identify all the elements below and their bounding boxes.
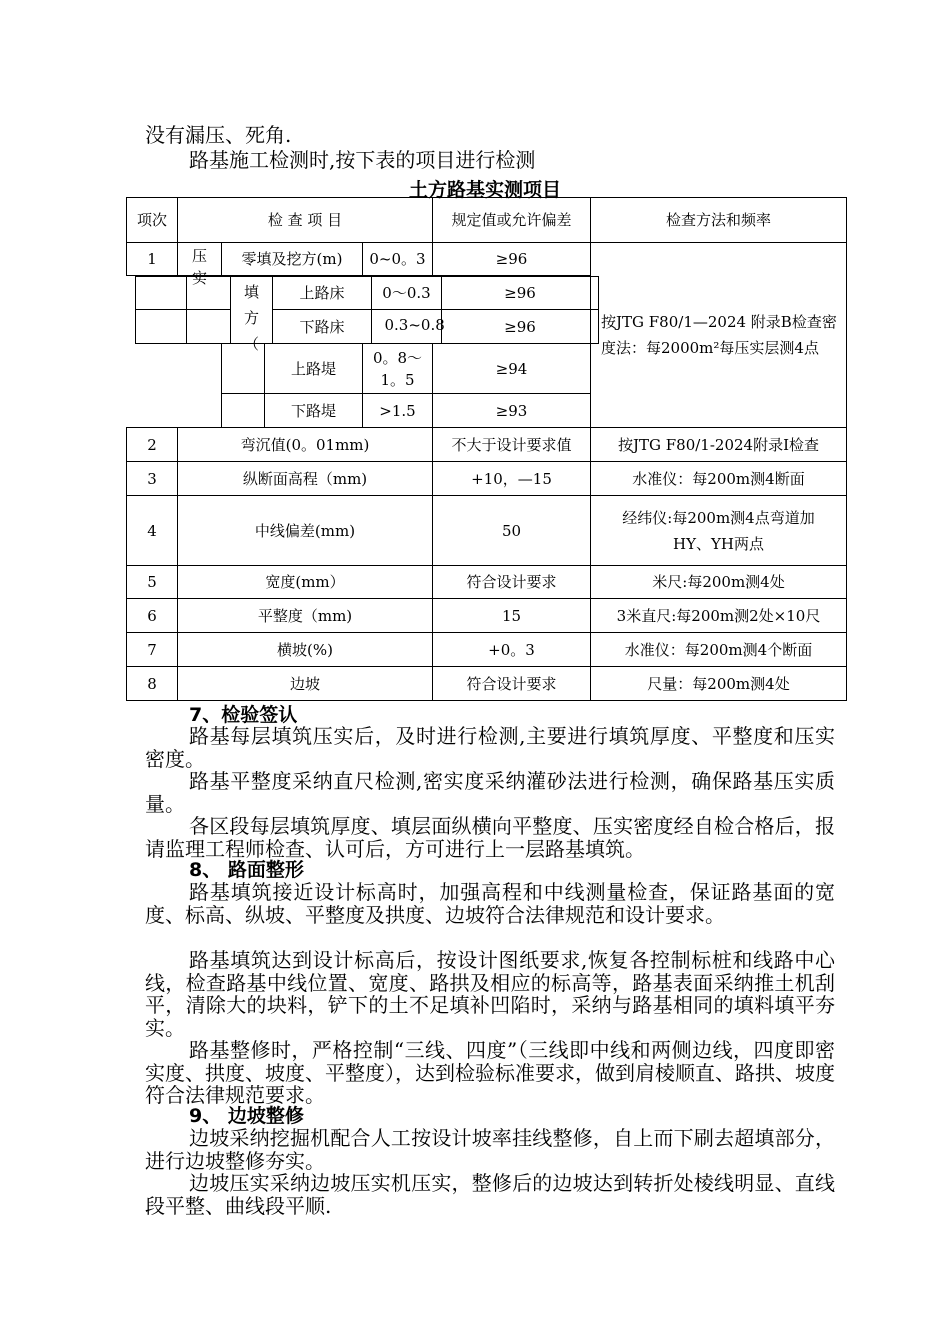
subtable-empty-2 [186, 276, 231, 310]
section7-paragraph-3: 各区段每层填筑厚度、填层面纵横向平整度、压实密度经自检合格后，报请监理工程师检查、认可后，方可进行上一层路基填筑。 [145, 814, 835, 861]
row7-method: 水准仪：每200m测4个断面 [590, 632, 847, 667]
row6-item: 平整度（mm) [177, 598, 433, 633]
row8-spec: 符合设计要求 [432, 666, 591, 701]
row5-spec: 符合设计要求 [432, 565, 591, 599]
row6-method: 3米直尺:每200m测2处×10尺 [590, 598, 847, 633]
row1-fill-label: 填方（ [230, 276, 273, 344]
header-method: 检查方法和频率 [590, 197, 847, 243]
row1-upper-emb-value: ≥94 [432, 343, 591, 394]
row4-item: 中线偏差(mm) [177, 495, 433, 566]
row7-item: 横坡(%) [177, 632, 433, 667]
subtable-empty-3 [135, 309, 187, 344]
section8-paragraph-3: 路基整修时，严格控制“三线、四度”（三线即中线和两侧边线，四度即密实度、拱度、坡度、平整度），达到检验标准要求，做到肩棱顺直、路拱、坡度符合法律规范要求。 [145, 1038, 835, 1107]
section8-paragraph-2: 路基填筑达到设计标高后，按设计图纸要求,恢复各控制标桩和线路中心线，检查路基中线位置、宽度、路拱及相应的标高等，路基表面采纳推土机刮平，清除大的块料，铲下的土不足填补凹陷时，采纳与路基相同的填料填平夯实。 [145, 948, 835, 1040]
row1-upper-bed: 上路床 [272, 276, 372, 310]
header-seq: 项次 [126, 197, 178, 243]
row1-zero-fill-value: ≥96 [432, 242, 591, 276]
row1-emb-spacer-2 [221, 393, 265, 428]
row3-item: 纵断面高程（mm) [177, 461, 433, 496]
row4-seq: 4 [126, 495, 178, 566]
row3-spec: +10，—15 [432, 461, 591, 496]
row7-spec: +0。3 [432, 632, 591, 667]
row1-lower-bed: 下路床 [272, 309, 372, 344]
table-title: 土方路基实测项目 [408, 179, 561, 201]
row1-upper-bed-depth: 0～0.3 [371, 276, 442, 310]
row8-item: 边坡 [177, 666, 433, 701]
header-spec: 规定值或允许偏差 [432, 197, 591, 243]
intro-line-1: 没有漏压、死角. [145, 123, 292, 147]
row1-lower-bed-depth: 0.3~0.8 [371, 309, 442, 344]
section9-paragraph-1: 边坡采纳挖掘机配合人工按设计坡率挂线整修，自上而下刷去超填部分，进行边坡整修夯实。 [145, 1126, 835, 1173]
row5-method: 米尺:每200m测4处 [590, 565, 847, 599]
row1-upper-emb: 上路堤 [264, 343, 363, 394]
row1-lower-emb-depth: >1.5 [362, 393, 433, 428]
section8-heading: 8、 路面整形 [189, 859, 304, 881]
subtable-empty-1 [135, 276, 187, 310]
row1-lower-emb: 下路堤 [264, 393, 363, 428]
row2-item: 弯沉值(0。01mm) [177, 427, 433, 462]
row6-spec: 15 [432, 598, 591, 633]
row2-seq: 2 [126, 427, 178, 462]
row1-method: 按JTG F80/1—2024 附录B检查密度法：每2000m²每压实层测4点 [590, 242, 847, 428]
section8-paragraph-1: 路基填筑接近设计标高时，加强高程和中线测量检查，保证路基面的宽度、标高、纵坡、平整度及拱度、边坡符合法律规范和设计要求。 [145, 880, 835, 927]
row6-seq: 6 [126, 598, 178, 633]
row1-upper-bed-value: ≥96 [441, 276, 599, 310]
row4-spec: 50 [432, 495, 591, 566]
row1-zero-fill-depth: 0~0。3 [362, 242, 433, 276]
subtable-empty-4 [186, 309, 231, 344]
row1-lower-emb-value: ≥93 [432, 393, 591, 428]
row5-seq: 5 [126, 565, 178, 599]
row1-zero-fill: 零填及挖方(m) [221, 242, 363, 276]
row4-method: 经纬仪:每200m测4点弯道加HY、YH两点 [590, 495, 847, 566]
section9-paragraph-2: 边坡压实采纳边坡压实机压实，整修后的边坡达到转折处棱线明显、直线段平整、曲线段平顺. [145, 1171, 835, 1218]
section9-heading: 9、 边坡整修 [189, 1105, 304, 1127]
row1-upper-emb-depth: 0。8～1。5 [362, 343, 433, 394]
row1-seq: 1 [126, 242, 178, 276]
row8-method: 尺量：每200m测4处 [590, 666, 847, 701]
row1-group: 压实 [177, 242, 222, 276]
row2-method: 按JTG F80/1-2024附录I检查 [590, 427, 847, 462]
row1-emb-spacer-1 [221, 343, 265, 394]
section7-paragraph-2: 路基平整度采纳直尺检测,密实度采纳灌砂法进行检测，确保路基压实质量。 [145, 769, 835, 816]
row2-spec: 不大于设计要求值 [432, 427, 591, 462]
section7-paragraph-1: 路基每层填筑压实后，及时进行检测,主要进行填筑厚度、平整度和压实密度。 [145, 724, 835, 771]
row7-seq: 7 [126, 632, 178, 667]
row1-lower-bed-value: ≥96 [441, 309, 599, 344]
row8-seq: 8 [126, 666, 178, 701]
header-item: 检 查 项 目 [177, 197, 433, 243]
intro-line-2: 路基施工检测时,按下表的项目进行检测 [189, 148, 536, 172]
row5-item: 宽度(mm） [177, 565, 433, 599]
row3-method: 水准仪：每200m测4断面 [590, 461, 847, 496]
section7-heading: 7、检验签认 [189, 704, 298, 726]
row3-seq: 3 [126, 461, 178, 496]
